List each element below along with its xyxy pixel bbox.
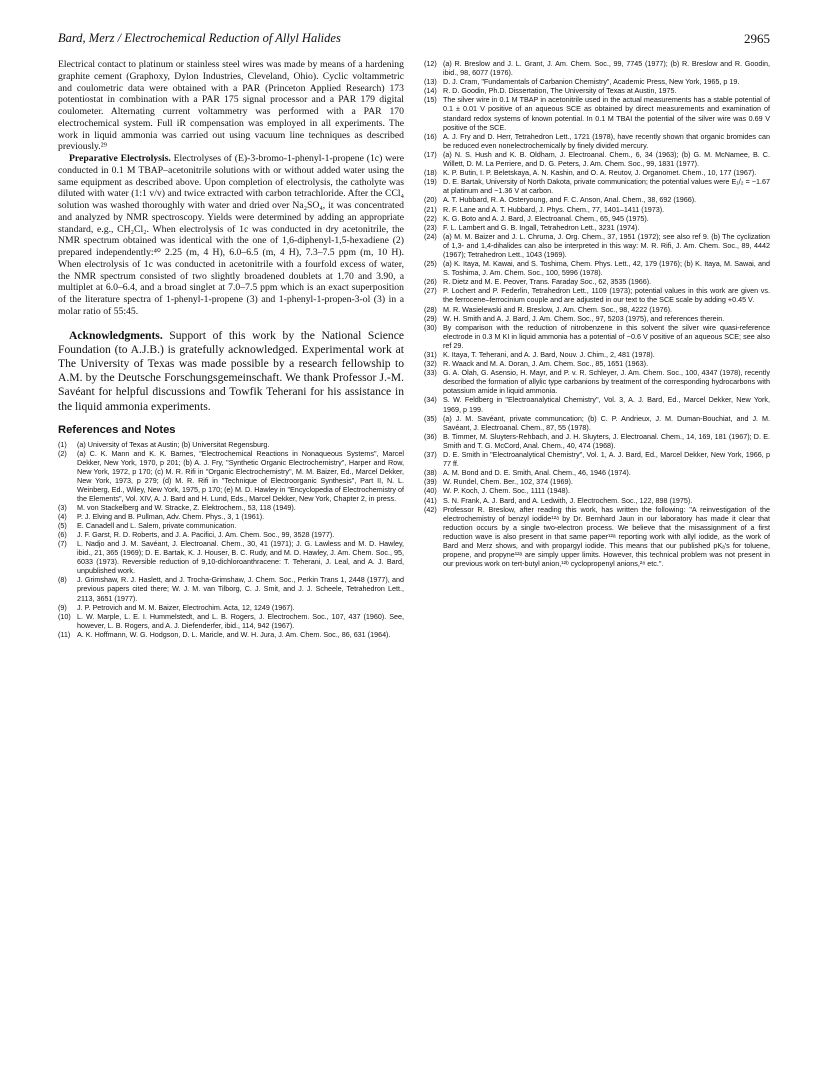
reference-text: K. G. Boto and A. J. Bard, J. Electroanal. Chem., 65, 945 (1975).: [443, 213, 649, 223]
reference-item: [424, 323, 770, 350]
reference-text: J. F. Garst, R. D. Roberts, and J. A. Pacifici, J. Am. Chem. Soc., 99, 3528 (1977).: [77, 530, 335, 540]
reference-number: (25): [424, 259, 437, 269]
references-list-right: [424, 59, 770, 568]
reference-number: (1): [58, 439, 67, 449]
reference-text: K. Itaya, T. Teherani, and A. J. Bard, Nouv. J. Chim., 2, 481 (1978).: [443, 350, 655, 359]
reference-item: [424, 132, 770, 150]
reference-number: (10): [58, 611, 71, 621]
reference-item: [424, 432, 770, 450]
reference-number: (18): [424, 168, 437, 178]
reference-text: D. E. Bartak, University of North Dakota, private communication; the potential values were E₁/₂ = −1.67 at platinum and −1.36 V at carbon.: [443, 177, 770, 196]
acknowledgments-paragraph: [58, 329, 404, 414]
reference-item: [58, 603, 404, 612]
reference-number: (39): [424, 477, 437, 487]
reference-text: By comparison with the reduction of nitrobenzene in this solvent the silver wire quasi-reference electrode in 0.3 M KI in liquid ammonia has a potential of ~0.6 V positive of an aqueous SCE; see also ref 29.: [443, 322, 770, 350]
reference-text: A. T. Hubbard, R. A. Osteryoung, and F. C. Anson, Anal. Chem., 38, 692 (1966).: [443, 195, 697, 205]
reference-item: [424, 223, 770, 232]
reference-number: (40): [424, 486, 437, 496]
reference-text: L. W. Marple, L. E. I. Hummelstedt, and L. B. Rogers, J. Electrochem. Soc., 107, 437 (1960). See, however, L. B. Rogers, and A. J. Diefenderfer, ibid., 114, 942 (1967).: [77, 611, 404, 630]
preparative-paragraph: [58, 153, 404, 318]
reference-number: (41): [424, 495, 437, 505]
reference-number: (22): [424, 213, 437, 223]
reference-number: (9): [58, 602, 67, 612]
reference-item: [58, 503, 404, 512]
reference-text: J. Grimshaw, R. J. Haslett, and J. Trocha-Grimshaw, J. Chem. Soc., Perkin Trans 1, 2448 (1977), and previous papers cited there; W. J. M. van Tilborg, C. J. Smit, and J. J. Scheele, Tetrahedron Lett., 2113, 3651 (1977).: [77, 575, 404, 603]
reference-text: A. K. Hoffmann, W. G. Hodgson, D. L. Maricle, and W. H. Jura, J. Am. Chem. Soc., 86, 631 (1964).: [77, 629, 391, 639]
reference-number: (31): [424, 350, 437, 359]
reference-number: (19): [424, 177, 437, 187]
reference-text: (a) R. Breslow and J. L. Grant, J. Am. Chem. Soc., 99, 7745 (1977); (b) R. Breslow and R. Goodin, ibid., 98, 6077 (1976).: [443, 59, 770, 78]
running-title: Bard, Merz / Electrochemical Reduction of Allyl Halides: [58, 31, 341, 45]
reference-number: (28): [424, 304, 437, 314]
reference-number: (35): [424, 413, 437, 423]
page-number: 2965: [744, 31, 770, 46]
reference-item: [424, 305, 770, 314]
reference-item: [424, 496, 770, 505]
reference-number: (32): [424, 359, 437, 369]
reference-text: (a) M. M. Baizer and J. L. Chruma, J. Org. Chem., 37, 1951 (1972); see also ref 9. (b) The cyclization of 1,3- and 1,4-dihalides can also be interpreted in this way: M. R. Rifi, J. Am. Chem. Soc., 89, 4442 (1967); Tetrahedron Lett., 1043 (1969).: [443, 231, 770, 259]
experimental-paragraph: Electrical contact to platinum or stainless steel wires was made by means of a hardening graphite cement (Graphoxy, Dylon Industries, Cleveland, Ohio). Cyclic voltammetric and coulometric data were obtained with a PAR (Princeton Applied Research) 173 potentiostat in combination with a PAR 175 signal processor and a PAR 179 digital coulometer. Alternating current voltammetry was performed with a PAR 170 electrochemical system. Full iR compensation was employed in all experiments. The work in liquid ammonia was carried out using vacuum line techniques as described previously.²⁹: [58, 59, 404, 153]
reference-item: [58, 612, 404, 630]
preparative-text: Electrolyses of (E)-3-bromo-1-phenyl-1-propene (1c) were conducted in 0.1 M TBAP–acetonitrile solutions with or without added water using the same equipment as described above. Upon completion of electrolysis, the catholyte was diluted with water (1:1 v/v) and twice extracted with carbon tetrachloride. After the CCl₄ solution was washed thoroughly with water and dried over Na₂SO₄, it was concentrated and analyzed by NMR spectroscopy. Yields were determined by adding an appropriate standard, e.g., CH₂Cl₂. When electrolysis of 1c was conducted in dry acetonitrile, the NMR spectrum obtained was identical with the one of 1,6-diphenyl-1,5-hexadiene (2) prepared independently:⁴⁰ 2.25 (m, 4 H), 6.0–6.5 (m, 4 H), 7.3–7.5 ppm (m, 10 H). When electrolysis of 1c was conducted in acetonitrile with a fourfold excess of water, the NMR spectrum consisted of two slightly broadened doublets at 1.70 and 3.90, a multiplet at 6.0–6.4, and a broad singlet at 7.0–7.5 ppm which is an exact superposition of the literature spectra of 1-phenyl-1-propene (3) and 1-phenyl-1-propen-3-ol (3) in a molar ratio of 55:45.: [58, 153, 405, 317]
reference-item: [424, 359, 770, 368]
reference-number: (15): [424, 95, 437, 105]
reference-number: (14): [424, 86, 437, 96]
right-column: [424, 59, 770, 568]
reference-text: R. D. Goodin, Ph.D. Dissertation, The University of Texas at Austin, 1975.: [443, 86, 677, 96]
reference-text: M. R. Wasielewski and R. Breslow, J. Am. Chem. Soc., 98, 4222 (1976).: [443, 304, 673, 314]
reference-item: [424, 95, 770, 131]
running-header: [58, 31, 770, 47]
reference-item: [424, 86, 770, 95]
reference-item: [424, 277, 770, 286]
reference-text: (a) N. S. Hush and K. B. Oldham, J. Electroanal. Chem., 6, 34 (1963); (b) G. M. McNamee, B. C. Willett, D. M. La Perriere, and D. G. Peters, J. Am. Chem. Soc., 99, 1831 (1977).: [443, 149, 770, 169]
reference-number: (13): [424, 77, 437, 87]
reference-item: [424, 286, 770, 304]
reference-number: (3): [58, 503, 67, 513]
reference-item: [58, 521, 404, 530]
reference-item: [424, 414, 770, 432]
reference-number: (34): [424, 395, 437, 405]
reference-item: [424, 77, 770, 86]
reference-number: (36): [424, 431, 437, 441]
reference-text: W. P. Koch, J. Chem. Soc., 1111 (1948).: [443, 486, 570, 496]
reference-item: [58, 530, 404, 539]
reference-text: A. M. Bond and D. E. Smith, Anal. Chem., 46, 1946 (1974).: [443, 468, 631, 478]
preparative-heading: Preparative Electrolysis.: [69, 153, 171, 164]
reference-text: P. Lochert and P. Federlin, Tetrahedron Lett., 1109 (1973); potential values in this work are given vs. the ferrocene–ferrocinium couple and are adjusted in our text to the SCE scale by adding +0.45 V.: [443, 286, 770, 305]
reference-item: [424, 350, 770, 359]
references-title: References and Notes: [58, 423, 176, 436]
reference-item: [424, 59, 770, 77]
reference-number: (4): [58, 512, 67, 522]
reference-item: [424, 150, 770, 168]
reference-text: D. E. Smith in "Electroanalytical Chemistry", Vol. 1, A. J. Bard, Ed., Marcel Dekker, New York, 1966, p 77 ff.: [443, 450, 770, 469]
reference-number: (26): [424, 277, 437, 287]
reference-text: S. W. Feldberg in "Electroanalytical Chemistry", Vol. 3, A. J. Bard, Ed., Marcel Dekker, New York, 1969, p 199.: [443, 395, 770, 414]
reference-number: (24): [424, 231, 437, 241]
reference-text: A. J. Fry and D. Herr, Tetrahedron Lett., 1721 (1978), have recently shown that organic bromides can be reduced even nonelectrochemically by finely divided mercury.: [443, 131, 770, 150]
reference-item: [424, 259, 770, 277]
reference-item: [424, 505, 770, 569]
reference-item: [424, 177, 770, 195]
left-column: [58, 59, 404, 639]
reference-number: (16): [424, 131, 437, 141]
reference-text: D. J. Cram, "Fundamentals of Carbanion Chemistry", Academic Press, New York, 1965, p 19.: [443, 77, 740, 87]
reference-text: L. Nadjo and J. M. Savéant, J. Electroanal. Chem., 30, 41 (1971); J. G. Lawless and M. D. Hawley, ibid., 21, 365 (1969); D. E. Bartak, K. J. Houser, B. C. Rudy, and M. D. Hawley, J. Am. Chem. Soc., 95, 6033 (1973). Reversible reduction of 9,10-dichloroanthracene: T. Teherani, J. Leal, and A. J. Bard, unpublished work.: [77, 539, 404, 576]
acknowledgments-text: Support of this work by the National Science Foundation (to A.J.B.) is gratefully acknowledged. Experimental work at The University of Texas was made possible by a research fellowship to A.M. by the Deutsche Forschungsgemeinschaft. We thank Professor J.-M. Savéant for helpful discussions and Towfik Teherani for his assistance in the liquid ammonia experiments.: [58, 328, 404, 413]
reference-number: (30): [424, 322, 437, 332]
reference-number: (23): [424, 222, 437, 232]
reference-number: (37): [424, 450, 437, 460]
reference-text: R. Waack and M. A. Doran, J. Am. Chem. Soc., 85, 1651 (1963).: [443, 359, 649, 369]
reference-text: G. A. Olah, G. Asensio, H. Mayr, and P. v. R. Schleyer, J. Am. Chem. Soc., 100, 4347 (1978), recently described the formation of allylic type carbanions by treatment of the corresponding hydrocarbons with potassium amide in liquid ammonia.: [443, 368, 770, 396]
reference-text: K. P. Butin, I. P. Beletskaya, A. N. Kashin, and O. A. Reutov, J. Organomet. Chem., 10, 177 (1967).: [443, 168, 757, 178]
reference-number: (11): [58, 629, 71, 639]
reference-text: W. H. Smith and A. J. Bard, J. Am. Chem. Soc., 97, 5203 (1975), and references therein.: [443, 313, 725, 323]
reference-item: [424, 477, 770, 486]
reference-item: [424, 214, 770, 223]
reference-number: (29): [424, 313, 437, 323]
reference-item: [58, 449, 404, 503]
reference-item: [424, 395, 770, 413]
reference-number: (27): [424, 286, 437, 296]
reference-number: (20): [424, 195, 437, 205]
reference-text: S. N. Frank, A. J. Bard, and A. Ledwith, J. Electrochem. Soc., 122, 898 (1975).: [443, 495, 693, 505]
reference-text: (a) University of Texas at Austin; (b) Universitat Regensburg.: [77, 439, 270, 449]
reference-text: W. Rundel, Chem. Ber., 102, 374 (1969).: [443, 477, 573, 487]
reference-number: (2): [58, 448, 67, 458]
reference-number: (42): [424, 504, 437, 514]
reference-item: [424, 368, 770, 395]
reference-number: (8): [58, 575, 67, 585]
reference-item: [424, 314, 770, 323]
reference-item: [424, 450, 770, 468]
reference-item: [424, 232, 770, 259]
reference-item: [58, 440, 404, 449]
reference-text: The silver wire in 0.1 M TBAP in acetonitrile used in the actual measurements has a stable potential of 0.1 ± 0.01 V positive of an aqueous SCE as obtained by direct measurements and examination of standard redox systems of known potential. In 0.1 M TBAI the potential of the silver wire was 0.69 V positive of the SCE.: [443, 95, 770, 132]
reference-item: [424, 168, 770, 177]
references-list-left: [58, 440, 404, 639]
reference-item: [58, 575, 404, 602]
reference-number: (7): [58, 539, 67, 549]
reference-text: P. J. Elving and B. Pullman, Adv. Chem. Phys., 3, 1 (1961).: [77, 512, 265, 522]
acknowledgments-heading: Acknowledgments.: [69, 328, 163, 342]
reference-number: (38): [424, 468, 437, 478]
reference-text: Professor R. Breslow, after reading this work, has written the following: "A reinvestigation of the electrochemistry of benzyl iodide¹²ᵃ by Dr. Bernhard Jaun in our laboratory has made it clear that reduction occurs by a single two-electron process. We believe that the misassignment of a first reduction wave is also present in that same paper¹²ᵃ reporting work with allyl iodide, as the work of Bard and Merz shows, and with propargyl iodide. This means that our published pKₐ's for toluene, propene, and propyne¹²ᵃ are simply upper limits. However, this technical problem was not present in our previous work on tert-butyl anion,¹²ᵇ cyclopropenyl anions,²⁸ etc.".: [443, 504, 770, 569]
reference-item: [58, 539, 404, 575]
reference-item: [424, 468, 770, 477]
reference-item: [58, 512, 404, 521]
reference-number: (21): [424, 204, 437, 214]
reference-text: (a) C. K. Mann and K. K. Barnes, "Electrochemical Reactions in Nonaqueous Systems", Marcel Dekker, New York, 1970, p 201; (b) A. J. Fry, "Synthetic Organic Electrochemistry", Harper and Row, New York, 1972, p 170; (c) M. R. Rifi in "Organic Electrochemistry", M. M. Baizer, Ed., Marcel Dekker, New York, 1973, p 279; (d) M. R. Rifi in "Technique of Electroorganic Synthesis", Part II, N. L. Weinberg, Ed., Wiley, New York, 1975, p 170; (e) M. D. Hawley in "Encyclopedia of Electrochemistry of the Elements", Vol. XIV, A. J. Bard and H. Lund, Eds., Marcel Dekker, New York, Chapter 2, in press.: [77, 448, 404, 503]
reference-item: [58, 630, 404, 639]
reference-text: (a) J. M. Savéant, private communcation; (b) C. P. Andrieux, J. M. Duman-Bouchiat, and J. M. Savéant, J. Electroanal. Chem., 87, 55 (1978).: [443, 413, 770, 432]
reference-item: [424, 486, 770, 495]
reference-number: (33): [424, 368, 437, 378]
reference-item: [424, 205, 770, 214]
reference-number: (12): [424, 59, 437, 68]
reference-text: R. F. Lane and A. T. Hubbard, J. Phys. Chem., 77, 1401–1411 (1973).: [443, 204, 665, 214]
reference-text: E. Canadell and L. Salem, private communication.: [77, 521, 237, 531]
reference-text: M. von Stackelberg and W. Stracke, Z. Elektrochem., 53, 118 (1949).: [77, 503, 296, 513]
reference-text: F. L. Lambert and G. B. Ingall, Tetrahedron Lett., 3231 (1974).: [443, 222, 640, 232]
reference-number: (6): [58, 530, 67, 540]
reference-text: B. Timmer, M. Sluyters-Rehbach, and J. H. Sluyters, J. Electroanal. Chem., 14, 169, 181 (1967); D. E. Smith and T. G. McCord, Anal. Chem., 40, 474 (1968).: [443, 431, 770, 450]
reference-text: J. P. Petrovich and M. M. Baizer, Electrochim. Acta, 12, 1249 (1967).: [77, 602, 295, 612]
reference-number: (5): [58, 521, 67, 531]
reference-text: (a) K. Itaya, M. Kawai, and S. Toshima, Chem. Phys. Lett., 42, 179 (1976); (b) K. Itaya, M. Sawai, and S. Toshima, J. Am. Chem. Soc., 100, 5996 (1978).: [443, 259, 770, 278]
reference-item: [424, 195, 770, 204]
reference-number: (17): [424, 149, 437, 159]
reference-text: R. Dietz and M. E. Peover, Trans. Faraday Soc., 62, 3535 (1966).: [443, 277, 652, 287]
